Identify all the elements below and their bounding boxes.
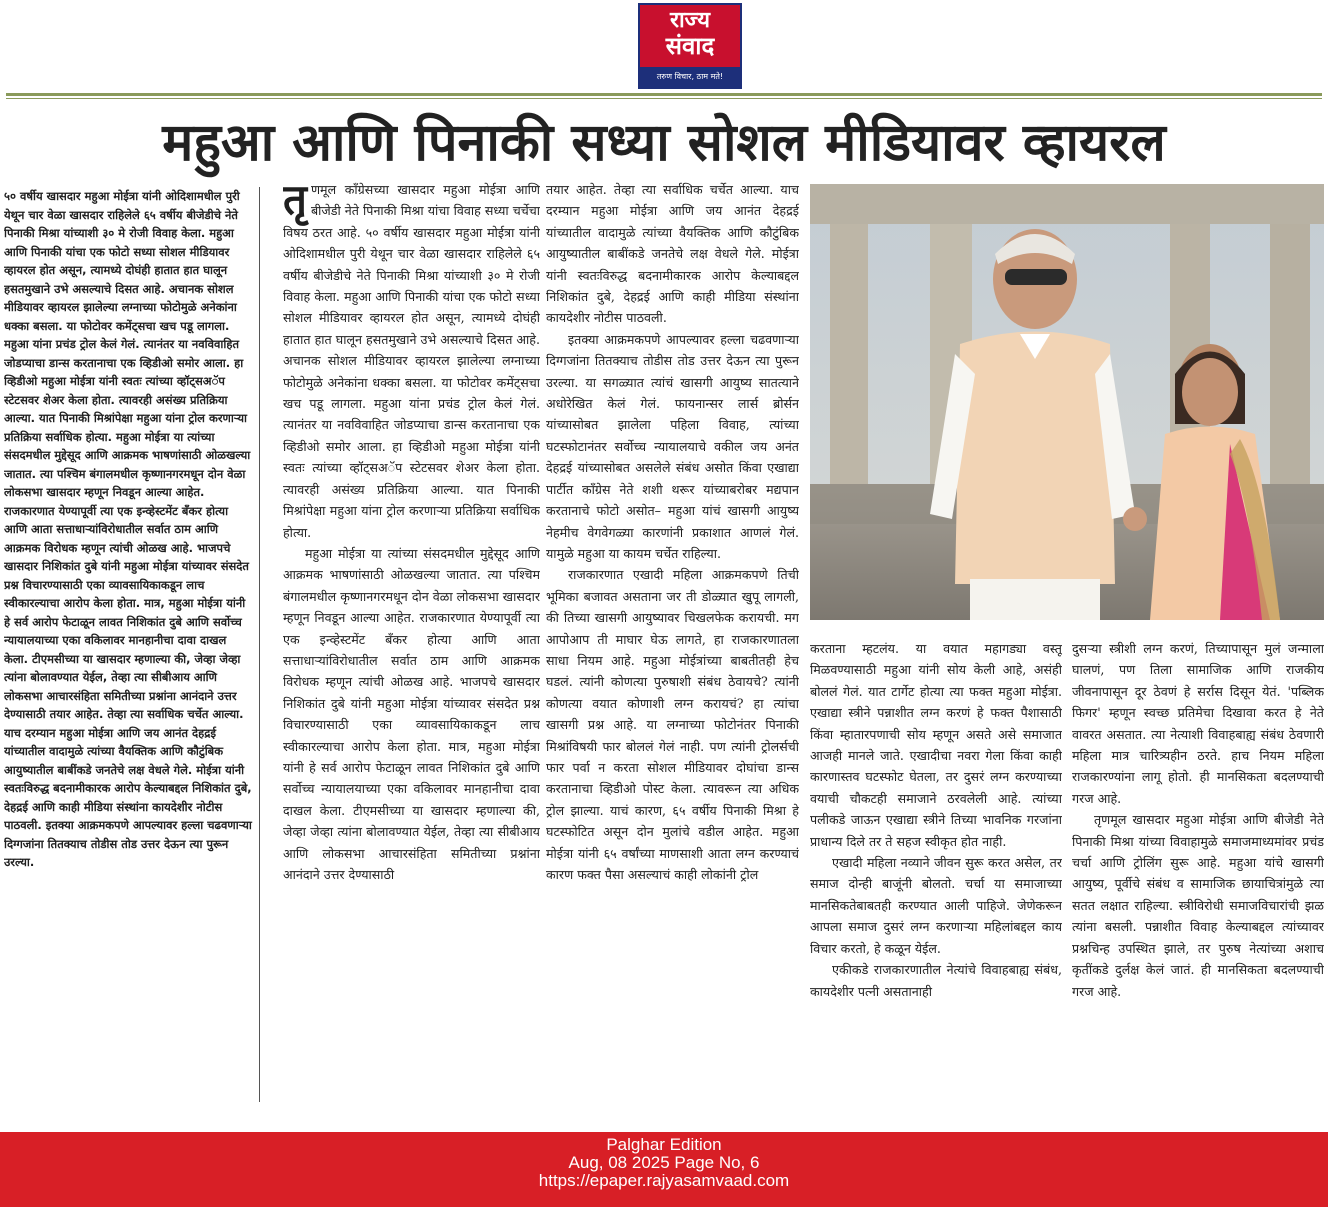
article-paragraph xyxy=(283,179,540,543)
logo-tagline: तरुण विचार, ठाम मते! xyxy=(640,67,740,87)
article-paragraph: तृणमूल खासदार महुआ मोईत्रा आणि बीजेडी नेते पिनाकी मिश्रा यांच्या विवाहामुळे समाजमाध्यमांवर प्रचंड चर्चा आणि ट्रोलिंग सुरू आहे. महुआ यांचे खासगी आयुष्य, पूर्वीचे संबंध व सामाजिक छायाचित्रांमुळे त्या सतत लक्षात राहिल्या. स्त्रीविरोधी समाजविचारांची झळ त्यांना बसली. पन्नाशीत विवाह केल्याबद्दल त्यांच्यावर प्रश्नचिन्ह उपस्थित झाले, तर पुरुष नेत्यांच्या अशाच कृतींकडे दुर्लक्ष केलं जातं. ही मानसिकता बदलण्याची गरज आहे. xyxy=(1072,812,1324,999)
header-rule xyxy=(6,93,1322,96)
article-paragraph: एखादी महिला नव्याने जीवन सुरू करत असेल, तर समाज दोन्ही बाजूंनी बोलतो. चर्चा या समाजाच्या मानसिकतेबाबतही करण्यात आली पाहिजे. जेणेकरून आपला समाज दुसरं लग्न करणाऱ्या महिलांबद्दल काय विचार करतो, हे कळून येईल. xyxy=(810,855,1062,956)
article-paragraph: महुआ मोईत्रा या त्यांच्या संसदमधील मुद्देसूद आणि आक्रमक भाषणांसाठी ओळखल्या जातात. त्या पश्चिम बंगालमधील कृष्णानगरमधून दोन वेळा लोकसभा खासदार म्हणून निवडून आल्या आहेत. राजकारणात येण्यापूर्वी त्या एक इन्व्हेस्टमेंट बँकर होत्या आणि आता सत्ताधाऱ्यांविरोधातील सर्वात ठाम आणि आक्रमक विरोधक म्हणून त्यांची ओळख आहे. भाजपचे खासदार निशिकांत दुबे यांनी महुआ मोईत्रा यांच्यावर संसदेत प्रश्न विचारण्यासाठी एका व्यावसायिकाकडून लाच स्वीकारल्याचा आरोप केला होता. मात्र, महुआ मोईत्रा यांनी हे सर्व आरोप फेटाळून लावत निशिकांत दुबे आणि सर्वोच्च न्यायालयाच्या एका वकिलावर मानहानीचा दावा दाखल केला. टीएमसीच्या या खासदार म्हणाल्या की, जेव्हा जेव्हा त्यांना बोलावण्यात येईल, तेव्हा त्या सीबीआय आणि लोकसभा आचारसंहिता समितीच्या प्रश्नांना आनंदाने उत्तर देण्यासाठी xyxy=(283,545,540,882)
article-paragraph: दुसऱ्या स्त्रीशी लग्न करणं, तिच्यापासून मुलं जन्माला घालणं, पण तिला सामाजिक आणि राजकीय जीवनापासून दूर ठेवणं हे सर्रास दिसून येतं. 'पब्लिक फिगर' म्हणून स्वच्छ प्रतिमेचा दिखावा करत हे नेते वावरत असतात. त्या नेत्याशी विवाहबाह्य संबंध ठेवणारी महिला मात्र चारित्र्यहीन ठरते. हाच नियम महिला राजकारण्यांना लागू होतो. ही मानसिकता बदलण्याची गरज आहे. xyxy=(1072,641,1324,806)
drop-cap: तृ xyxy=(283,179,307,224)
edition-name: Palghar Edition xyxy=(606,1135,722,1154)
article-headline: महुआ आणि पिनाकी सध्या सोशल मीडियावर व्हायरल xyxy=(162,113,1166,173)
epaper-url-link[interactable]: https://epaper.rajyasamvaad.com xyxy=(538,1171,790,1190)
article-column-2 xyxy=(283,179,540,1084)
logo-text-line2: संवाद xyxy=(665,32,715,60)
couple-photo xyxy=(810,184,1324,620)
logo-text-line1: राज्य xyxy=(669,8,711,33)
article-paragraph-text: णमूल काँग्रेसच्या खासदार महुआ मोईत्रा आणि बीजेडी नेते पिनाकी मिश्रा यांचा विवाह सध्या चर्चेचा विषय ठरत आहे. ५० वर्षीय खासदार महुआ मोईत्रा यांनी ओदिशामधील पुरी येथून चार वेळा खासदार राहिलेले ६५ वर्षीय बीजेडीचे नेते पिनाकी मिश्रा यांच्याशी ३० मे रोजी विवाह केला. महुआ आणि पिनाकी यांचा एक फोटो सध्या सोशल मीडियावर व्हायरल होत असून, त्यामध्ये दोघंही हातात हात घालून हसतमुखाने उभे असल्याचे दिसत आहे. अचानक सोशल मीडियावर व्हायरल झालेल्या लग्नाच्या फोटोमुळे अनेकांना धक्का बसला. या फोटोवर कमेंट्सचा खच पडू लागला. महुआ यांना प्रचंड ट्रोल केलं गेलं. त्यानंतर या नवविवाहित जोडप्याचा डान्स करतानाचा एक व्हिडीओ समोर आला. हा व्हिडीओ महुआ मोईत्रा यांनी स्वतः त्यांच्या व्हॉट्सअॅप स्टेटसवर शेअर केला होता. त्यावरही असंख्य प्रतिक्रिया आल्या. यात पिनाकी मिश्रांपेक्षा महुआ यांना ट्रोल करणाऱ्या प्रतिक्रिया सर्वाधिक होत्या. xyxy=(283,182,540,540)
couple-photo-illustration xyxy=(810,184,1324,620)
article-column-5 xyxy=(1072,638,1324,1088)
article-paragraph: इतक्या आक्रमकपणे आपल्यावर हल्ला चढवणाऱ्या दिग्गजांना तितक्याच तोडीस तोड उत्तर देऊन त्या पुरून उरल्या. या सगळ्यात त्यांचं खासगी आयुष्य सातत्याने अधोरेखित केलं गेलं. फायनान्सर लार्स ब्रोर्सन यांच्यासोबत झालेला पहिला विवाह, त्यांच्या घटस्फोटानंतर सर्वोच्च न्यायालयाचे वकील जय अनंत देहद्रई यांच्यासोबत असलेले संबंध असोत किंवा एखाद्या पार्टीत काँग्रेस नेते शशी थरूर यांच्याबरोबर मद्यपान करतानाचे फोटो असोत– महुआ यांचं खासगी आयुष्य नेहमीच वेगवेगळ्या कारणांनी प्रकाशात आणलं गेलं. यामुळे महुआ या कायम चर्चेत राहिल्या. xyxy=(546,331,799,561)
edition-footer xyxy=(0,1132,1328,1207)
sidebar-summary-column xyxy=(4,187,260,1102)
article-paragraph: राजकारणात एखादी महिला आक्रमकपणे तिची भूमिका बजावत असताना जर ती डोळ्यात खुपू लागली, की तिच्या खासगी आयुष्यावर चिखलफेक करायची. मग आपोआप ती माघार घेऊ लागते, हा राजकारणातला साधा नियम आहे. महुआ मोईत्रांच्या बाबतीतही हेच घडलं. त्यांनी कोणत्या पुरुषाशी संबंध ठेवायचे? त्यांनी कोणत्या वयात कोणाशी लग्न करायचं? हा त्यांचा खासगी प्रश्न आहे. या लग्नाच्या फोटोनंतर पिनाकी मिश्रांविषयी फार बोललं गेलं नाही. पण त्यांनी ट्रोलर्सची फार पर्वा न करता सोशल मीडियावर दोघांचा डान्स करतानाचा व्हिडीओ पोस्ट केला. त्यावरून त्या अधिक ट्रोल झाल्या. याचं कारण, ६५ वर्षीय पिनाकी मिश्रा हे घटस्फोटित असून दोन मुलांचे वडील आहेत. महुआ मोईत्रा यांनी ६५ वर्षांच्या माणसाशी आता लग्न करण्याचं कारण फक्त पैसा असल्याचं काही लोकांनी ट्रोल xyxy=(546,567,799,882)
article-paragraph: तयार आहेत. तेव्हा त्या सर्वाधिक चर्चेत आल्या. याच दरम्यान महुआ मोईत्रा आणि जय आनंत देहद्रई यांच्यातील वादामुळे त्यांच्या वैयक्तिक आणि कौटुंबिक आयुष्यातील बाबींकडे जनतेचे लक्ष वेधले गेले. मोईत्रा यांनी स्वतःविरुद्ध बदनामीकारक आरोप केल्याबद्दल निशिकांत दुबे, देहद्रई आणि काही मीडिया संस्थांना कायदेशीर नोटीस पाठवली. xyxy=(546,182,799,326)
sidebar-summary-text: ५० वर्षीय खासदार महुआ मोईत्रा यांनी ओदिशामधील पुरी येथून चार वेळा खासदार राहिलेले ६५ वर्षीय बीजेडीचे नेते पिनाकी मिश्रा यांच्याशी ३० मे रोजी विवाह केला. महुआ आणि पिनाकी यांचा एक फोटो सध्या सोशल मीडियावर व्हायरल होत असून, त्यामध्ये दोघंही हातात हात घालून हसतमुखाने उभे असल्याचे दिसत आहे. अचानक सोशल मीडियावर व्हायरल झालेल्या लग्नाच्या फोटोमुळे अनेकांना धक्का बसला. या फोटोवर कमेंट्सचा खच पडू लागला. महुआ यांना प्रचंड ट्रोल केलं गेलं. त्यानंतर या नवविवाहित जोडप्याचा डान्स करतानाचा एक व्हिडीओ समोर आला. हा व्हिडीओ महुआ मोईत्रा यांनी स्वतः त्यांच्या व्हॉट्सअॅप स्टेटसवर शेअर केला होता. त्यावरही असंख्य प्रतिक्रिया आल्या. यात पिनाकी मिश्रांपेक्षा महुआ यांना ट्रोल करणाऱ्या प्रतिक्रिया सर्वाधिक होत्या. महुआ मोईत्रा या त्यांच्या संसदमधील मुद्देसूद आणि आक्रमक भाषणांसाठी ओळखल्या जातात. त्या पश्चिम बंगालमधील कृष्णानगरमधून दोन वेळा लोकसभा खासदार म्हणून निवडून आल्या आहेत. राजकारणात येण्यापूर्वी त्या एक इन्व्हेस्टमेंट बँकर होत्या आणि आता सत्ताधाऱ्यांविरोधातील सर्वात ठाम आणि आक्रमक विरोधक म्हणून त्यांची ओळख आहे. भाजपचे खासदार निशिकांत दुबे यांनी महुआ मोईत्रा यांच्यावर संसदेत प्रश्न विचारण्यासाठी एका व्यावसायिकाकडून लाच स्वीकारल्याचा आरोप केला होता. मात्र, महुआ मोईत्रा यांनी हे सर्व आरोप फेटाळून लावत निशिकांत दुबे आणि सर्वोच्च न्यायालयाच्या एका वकिलावर मानहानीचा दावा दाखल केला. टीएमसीच्या या खासदार म्हणाल्या की, जेव्हा जेव्हा त्यांना बोलावण्यात येईल, तेव्हा त्या सीबीआय आणि लोकसभा आचारसंहिता समितीच्या प्रश्नांना आनंदाने उत्तर देण्यासाठी तयार आहेत. तेव्हा त्या सर्वाधिक चर्चेत आल्या. याच दरम्यान महुआ मोईत्रा आणि जय आनंत देहद्रई यांच्यातील वादामुळे त्यांच्या वैयक्तिक आणि कौटुंबिक आयुष्यातील बाबींकडे जनतेचे लक्ष वेधले गेले. मोईत्रा यांनी स्वतःविरुद्ध बदनामीकारक आरोप केल्याबद्दल निशिकांत दुबे, देहद्रई आणि काही मीडिया संस्थांना कायदेशीर नोटीस पाठवली. इतक्या आक्रमकपणे आपल्यावर हल्ला चढवणाऱ्या दिग्गजांना तितक्याच तोडीस तोड उत्तर देऊन त्या पुरून उरल्या. xyxy=(4,189,252,869)
article-column-4 xyxy=(810,638,1062,1088)
edition-date-page: Aug, 08 2025 Page No, 6 xyxy=(568,1153,760,1172)
article-paragraph: एकीकडे राजकारणातील नेत्यांचे विवाहबाह्य संबंध, कायदेशीर पत्नी असतानाही xyxy=(810,962,1062,999)
article-paragraph: करताना म्हटलंय. या वयात महागड्या वस्तू मिळवण्यासाठी महुआ यांनी सोय केली आहे, असंही बोललं गेलं. यात टार्गेट होत्या त्या फक्त महुआ मोईत्रा. एखाद्या स्त्रीने पन्नाशीत लग्न करणं हे फक्त पैशासाठी किंवा म्हातारपणाची सोय म्हणून असते असे समाजात आजही मानले जाते. एखादीचा नवरा गेला किंवा काही कारणास्तव घटस्फोट घेतला, तर दुसरं लग्न करण्याच्या वयाची चौकटही समाजाने ठरवलेली आहे. त्यांच्या पलीकडे जाऊन एखाद्या स्त्रीने तिच्या भावनिक गरजांना प्राधान्य दिले तर ते सहज स्वीकृत होत नाही. xyxy=(810,641,1062,849)
newspaper-logo xyxy=(638,3,742,89)
header-rule-thin xyxy=(6,98,1322,99)
article-column-3 xyxy=(546,179,799,1084)
